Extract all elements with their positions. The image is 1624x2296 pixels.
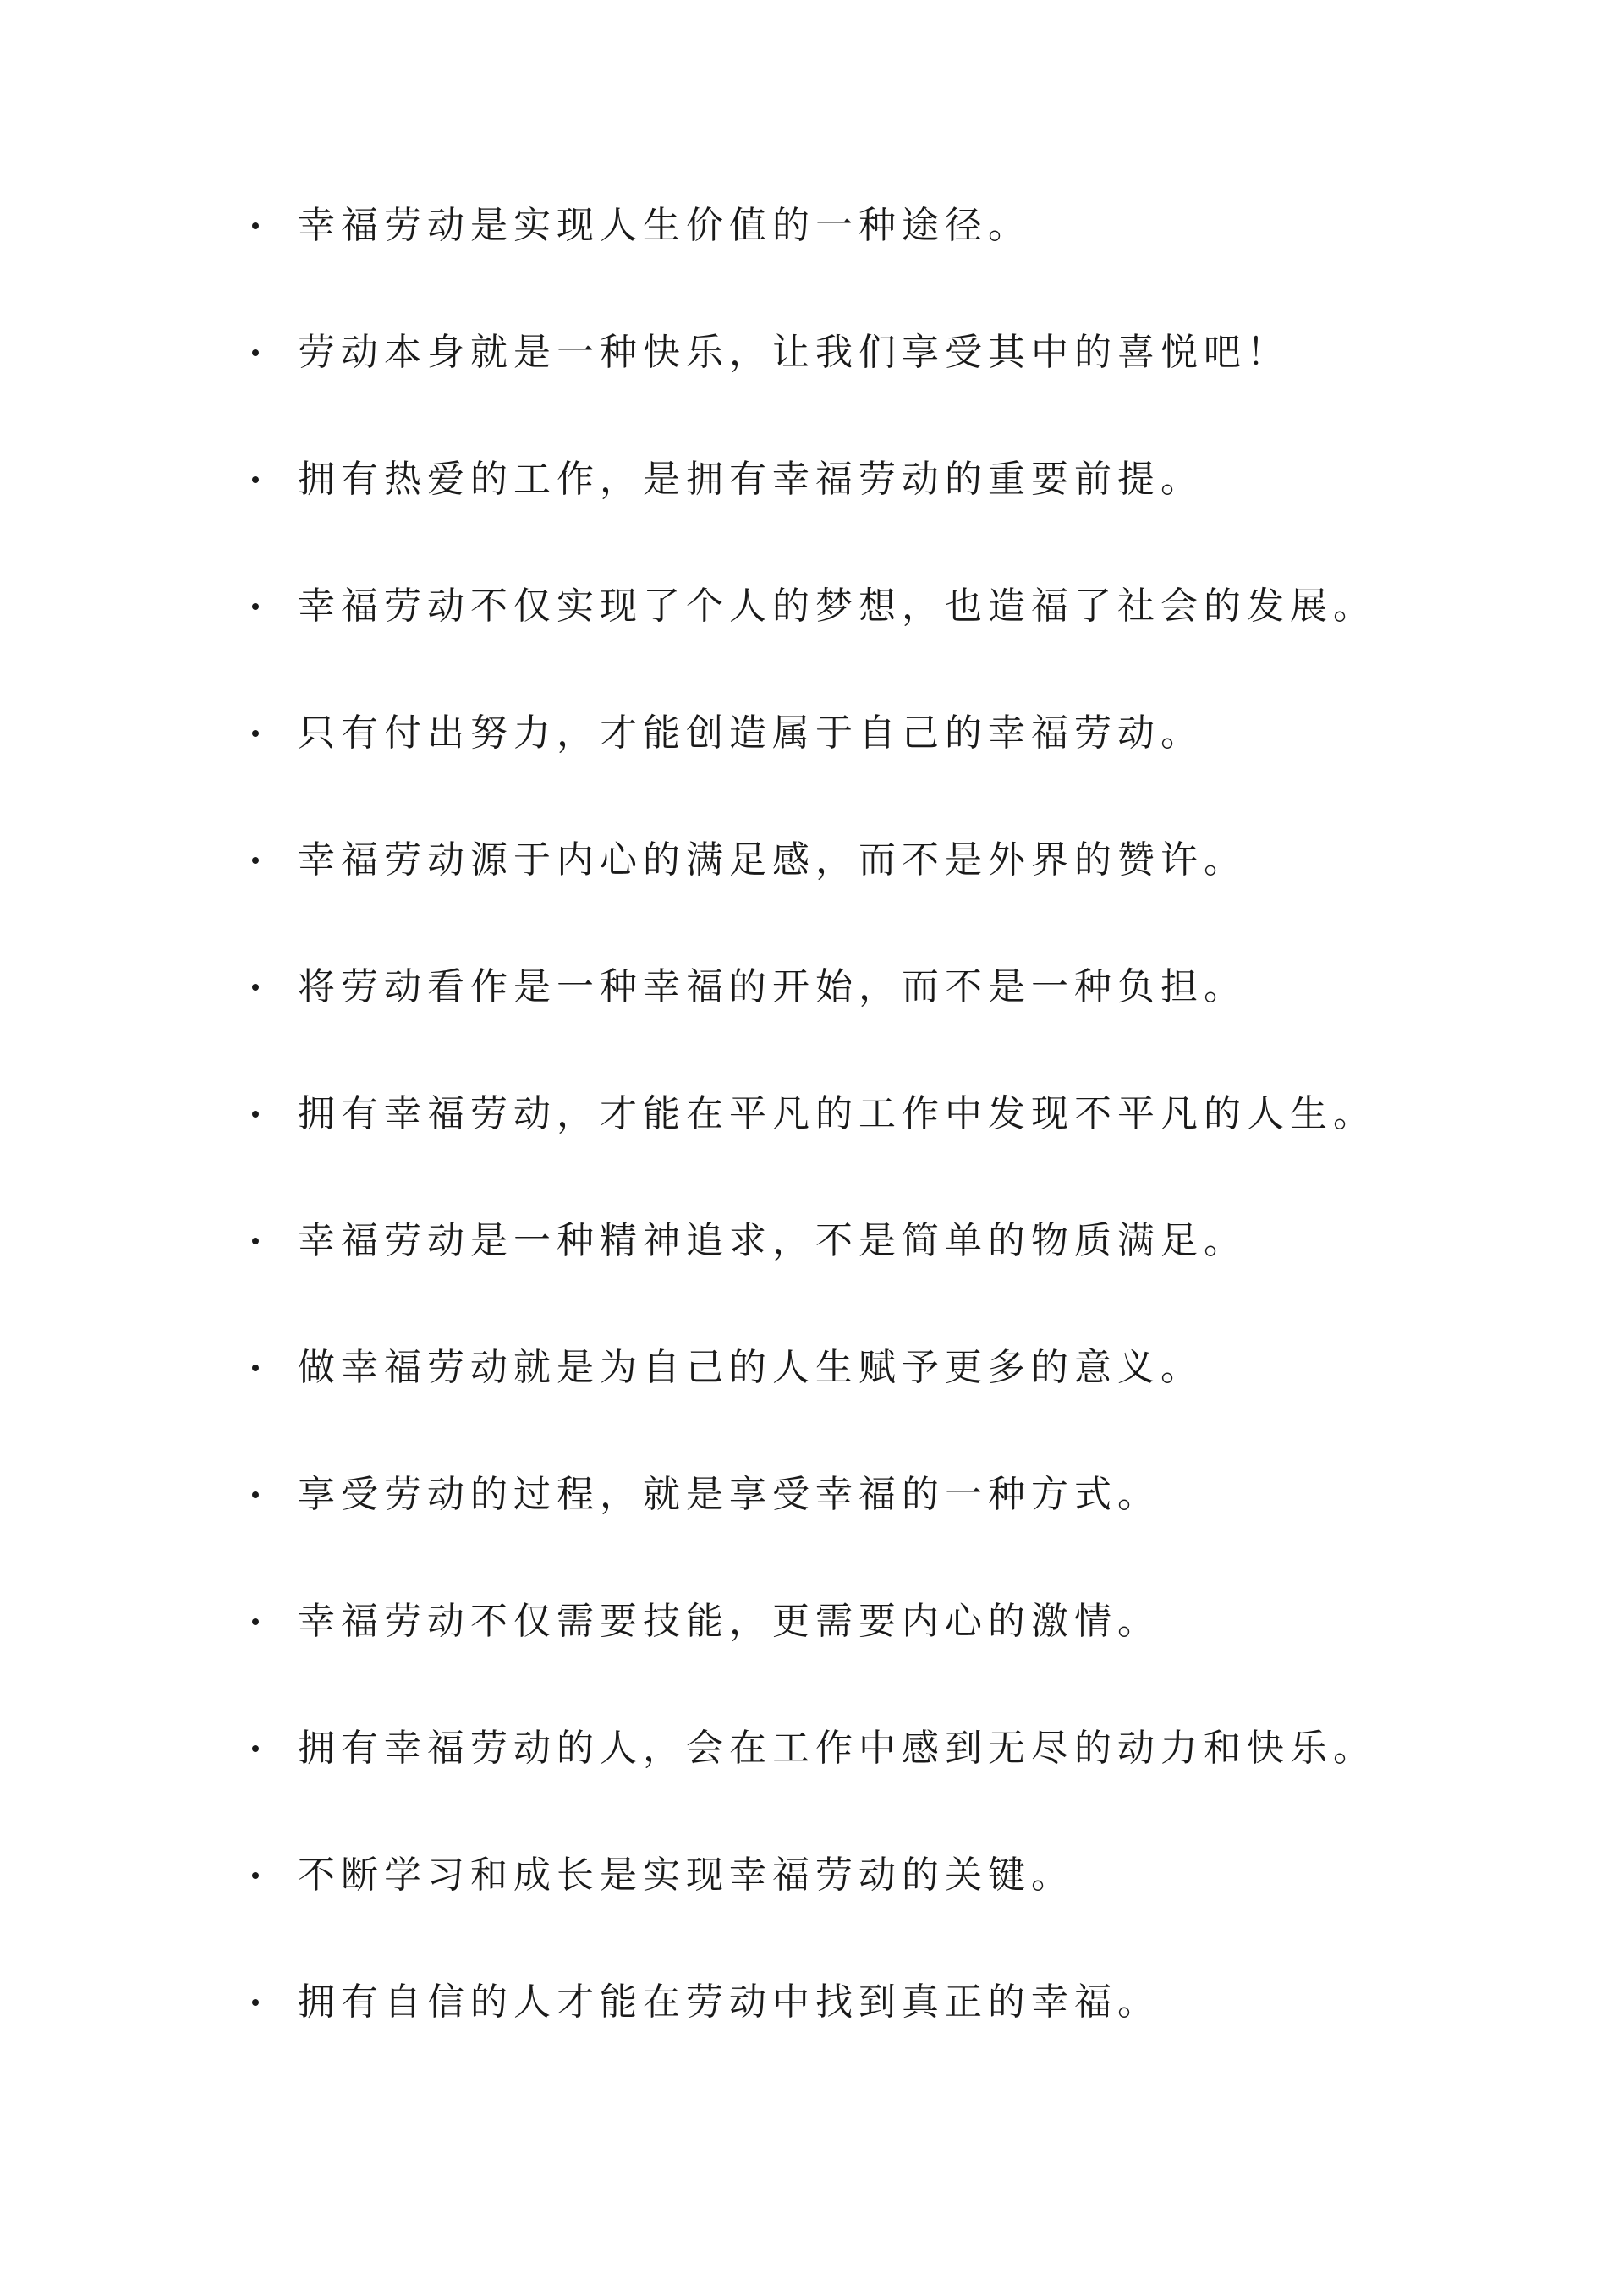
bullet-dot-icon — [252, 1365, 259, 1371]
list-item — [245, 1842, 1463, 1969]
bullet-dot-icon — [252, 349, 259, 356]
list-item — [245, 1969, 1463, 2096]
list-item-text: 只有付出努力，才能创造属于自己的幸福劳动。 — [298, 711, 1204, 755]
list-item — [245, 1207, 1463, 1334]
bullet-dot-icon — [252, 222, 259, 229]
bullet-dot-icon — [252, 1491, 259, 1498]
list-item-text: 幸福劳动不仅需要技能，更需要内心的激情。 — [298, 1600, 1160, 1643]
list-item-text: 享受劳动的过程，就是享受幸福的一种方式。 — [298, 1473, 1160, 1516]
list-item — [245, 1461, 1463, 1588]
list-item — [245, 1588, 1463, 1715]
list-item-text: 拥有幸福劳动的人，会在工作中感到无尽的动力和快乐。 — [298, 1727, 1376, 1770]
list-item — [245, 953, 1463, 1080]
list-item-text: 幸福劳动源于内心的满足感，而不是外界的赞许。 — [298, 838, 1247, 882]
bullet-dot-icon — [252, 857, 259, 864]
bullet-dot-icon — [252, 1111, 259, 1118]
list-item-text: 劳动本身就是一种快乐，让我们享受其中的喜悦吧！ — [298, 331, 1290, 374]
bullet-dot-icon — [252, 1618, 259, 1625]
list-item-text: 拥有幸福劳动，才能在平凡的工作中发现不平凡的人生。 — [298, 1092, 1376, 1135]
list-item — [245, 192, 1463, 319]
list-item — [245, 1715, 1463, 1842]
list-item — [245, 1080, 1463, 1207]
bullet-dot-icon — [252, 984, 259, 991]
list-item-text: 不断学习和成长是实现幸福劳动的关键。 — [298, 1854, 1074, 1897]
list-item — [245, 827, 1463, 953]
list-item-text: 幸福劳动不仅实现了个人的梦想，也造福了社会的发展。 — [298, 585, 1376, 628]
list-item-text: 拥有自信的人才能在劳动中找到真正的幸福。 — [298, 1980, 1160, 2024]
list-item — [245, 319, 1463, 446]
bullet-dot-icon — [252, 603, 259, 610]
list-item-text: 将劳动看作是一种幸福的开始，而不是一种负担。 — [298, 965, 1247, 1008]
bullet-list — [245, 192, 1463, 2096]
list-item-text: 拥有热爱的工作，是拥有幸福劳动的重要前提。 — [298, 458, 1204, 501]
bullet-dot-icon — [252, 1745, 259, 1752]
bullet-dot-icon — [252, 1238, 259, 1244]
bullet-dot-icon — [252, 730, 259, 737]
list-item — [245, 573, 1463, 700]
list-item-text: 幸福劳动是一种精神追求，不是简单的物质满足。 — [298, 1219, 1247, 1262]
list-item — [245, 700, 1463, 827]
list-item-text: 幸福劳动是实现人生价值的一种途径。 — [298, 204, 1031, 247]
list-item — [245, 446, 1463, 573]
list-item — [245, 1334, 1463, 1461]
bullet-dot-icon — [252, 476, 259, 483]
bullet-dot-icon — [252, 1999, 259, 2006]
bullet-dot-icon — [252, 1872, 259, 1879]
list-item-text: 做幸福劳动就是为自己的人生赋予更多的意义。 — [298, 1346, 1204, 1389]
